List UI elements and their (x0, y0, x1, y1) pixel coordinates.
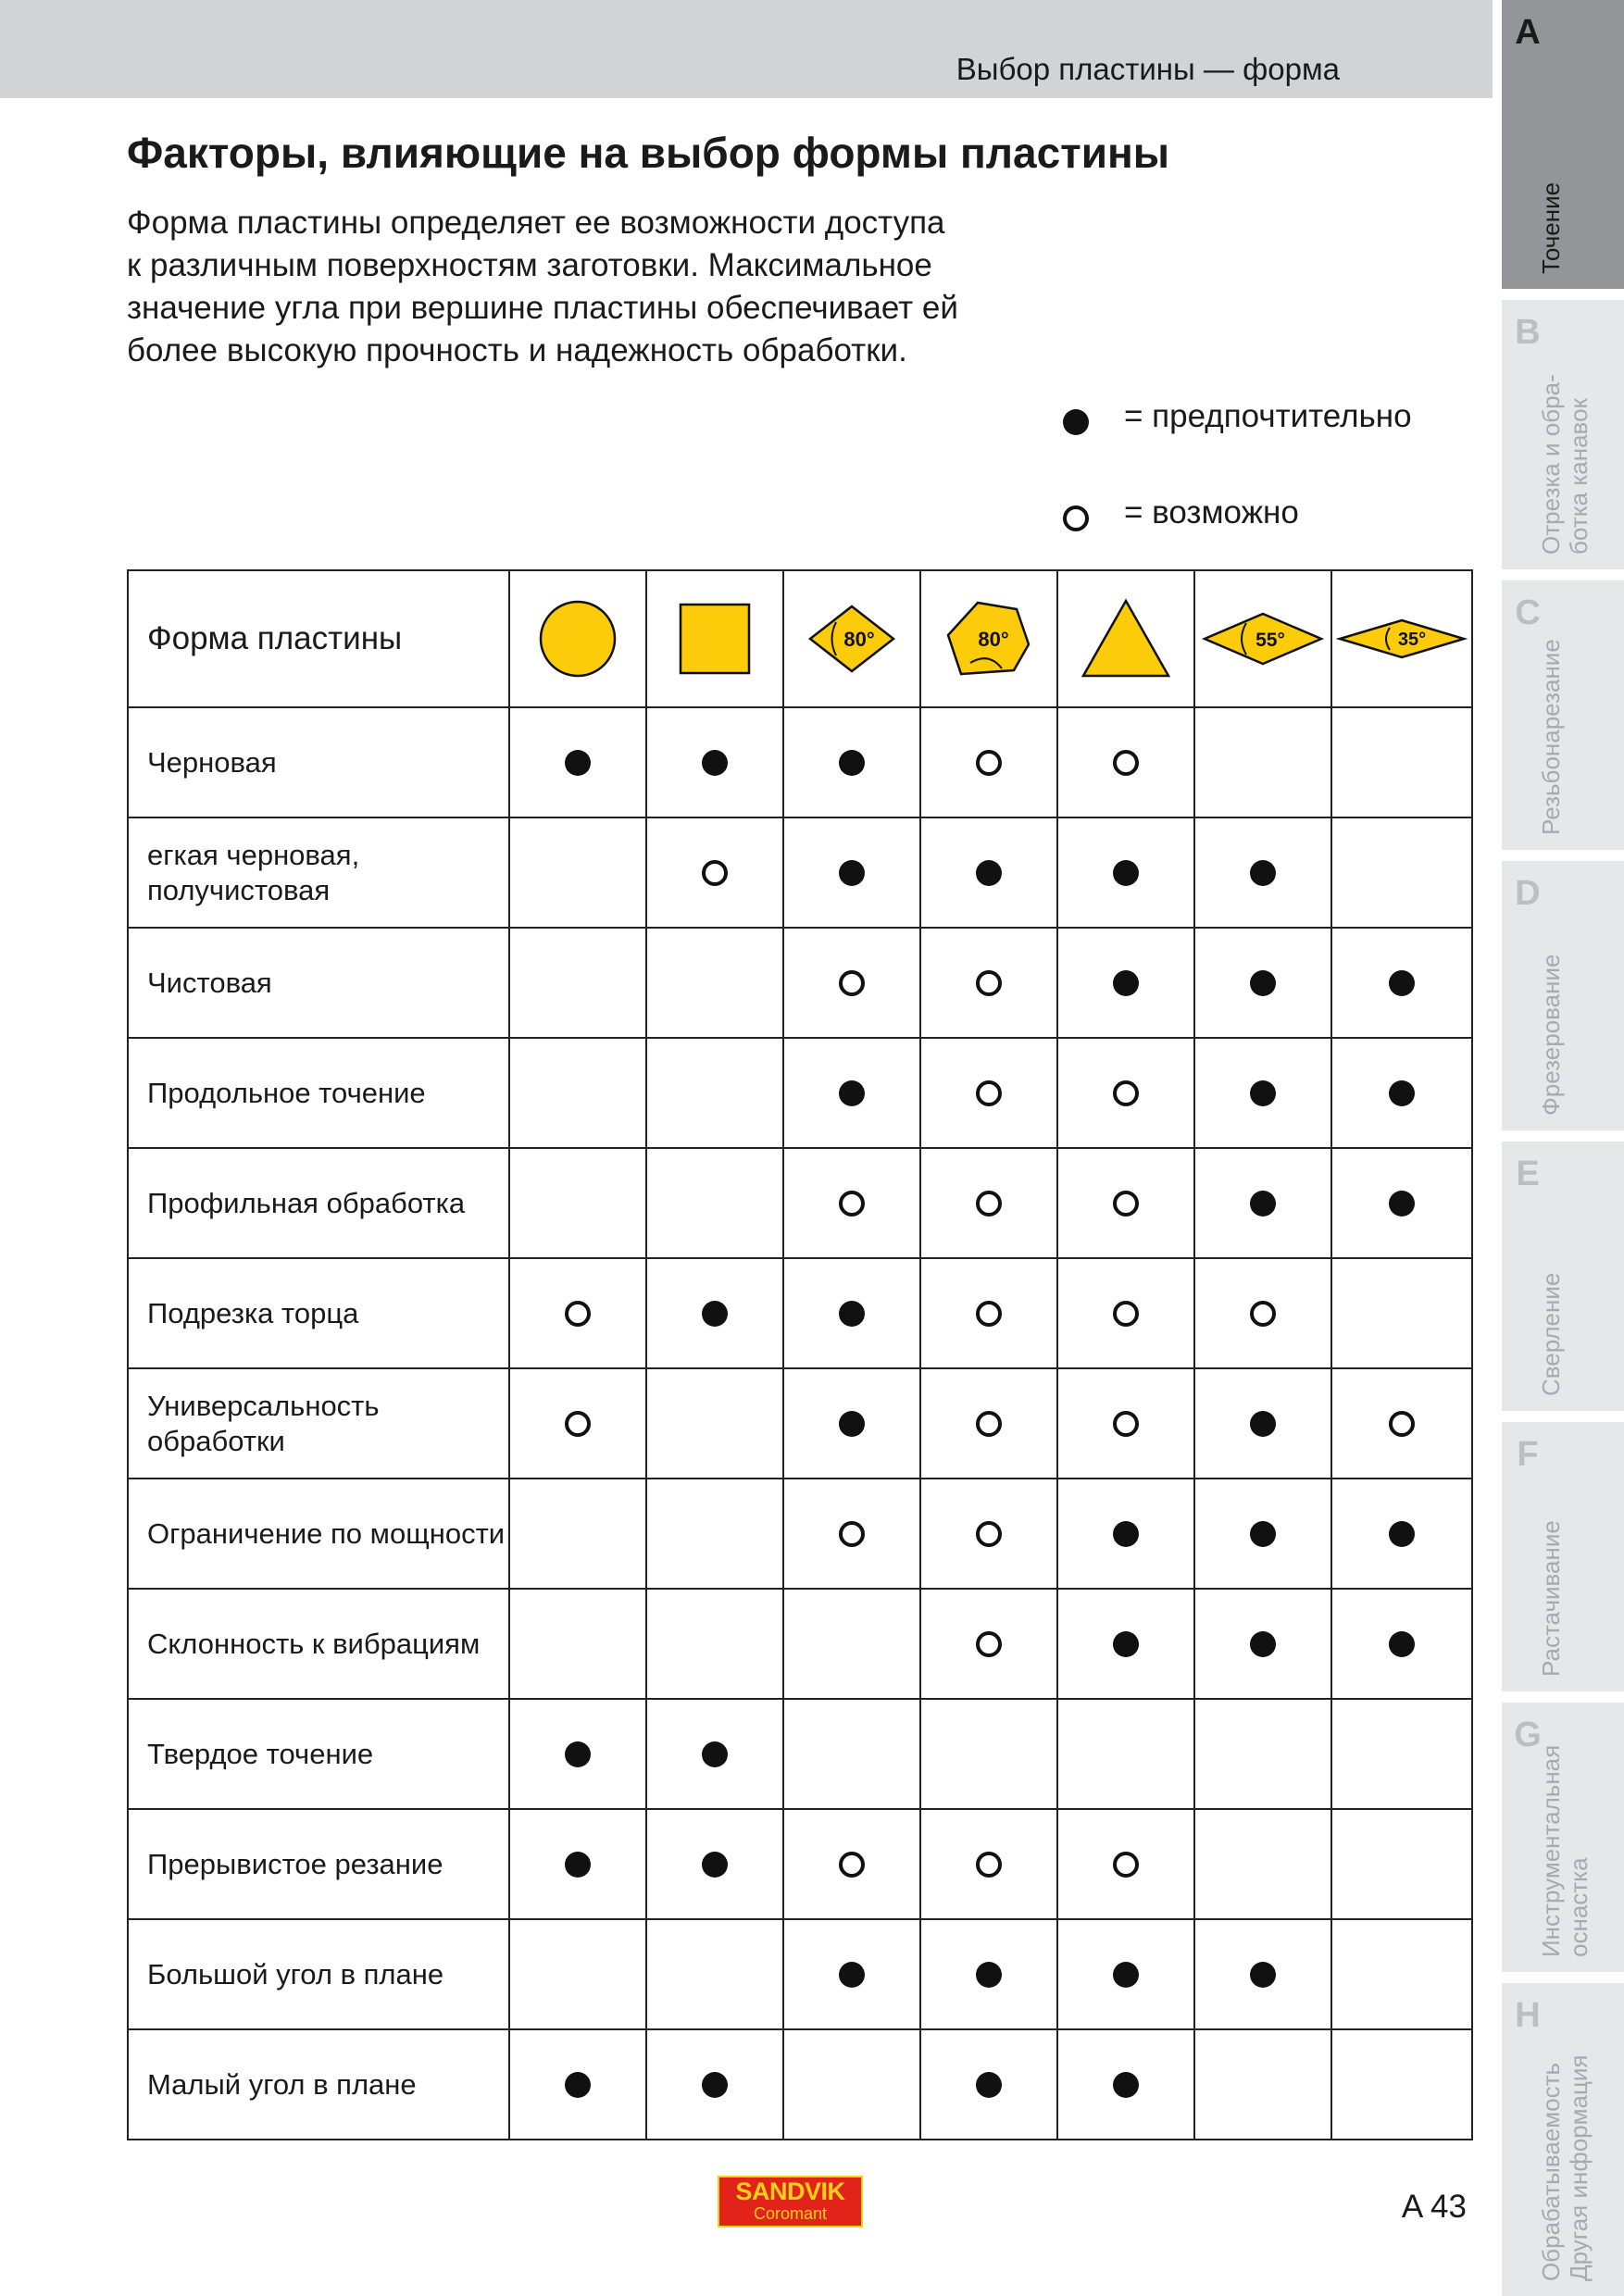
sandvik-coromant-logo (718, 2176, 863, 2227)
preferred-dot-icon (1113, 970, 1139, 996)
possible-dot-icon (976, 1631, 1002, 1657)
rhombic-80-insert-icon (806, 602, 898, 676)
intro-paragraph (127, 202, 1034, 372)
tab-letter: C (1515, 593, 1541, 632)
possible-dot-icon (976, 1411, 1002, 1437)
possible-dot-icon (1113, 1301, 1139, 1327)
table-header-label: Форма пластины (128, 570, 509, 707)
shape-header-triangle (1057, 570, 1194, 707)
table-cell (646, 1919, 783, 2029)
tab-letter: G (1514, 1716, 1542, 1754)
table-cell (1057, 1479, 1194, 1589)
table-cell (920, 1148, 1057, 1258)
table-cell (1194, 707, 1331, 817)
table-cell (1331, 2029, 1472, 2140)
intro-line: к различным поверхностям заготовки. Максимальное (127, 247, 932, 283)
table-cell (646, 1479, 783, 1589)
table-row (128, 707, 1472, 817)
possible-dot-icon (976, 750, 1002, 776)
table-row (128, 1809, 1472, 1919)
table-cell (646, 928, 783, 1038)
table-cell (1057, 1809, 1194, 1919)
table-cell (783, 1038, 920, 1148)
row-label: Профильная обработка (128, 1148, 509, 1258)
table-cell (1331, 1479, 1472, 1589)
table-cell (1194, 817, 1331, 928)
row-label: Склонность к вибрациям (128, 1589, 509, 1699)
possible-dot-icon (839, 970, 865, 996)
preferred-dot-icon (565, 2072, 591, 2098)
triangle-insert-icon (1078, 596, 1174, 681)
table-cell (920, 707, 1057, 817)
table-cell (509, 1919, 646, 2029)
preferred-dot-icon (1113, 860, 1139, 886)
table-cell (1194, 1589, 1331, 1699)
table-cell (646, 1809, 783, 1919)
table-cell (1331, 817, 1472, 928)
preferred-dot-icon (565, 750, 591, 776)
tab-label: Резьбонарезание (1537, 639, 1565, 835)
table-cell (509, 1038, 646, 1148)
preferred-dot-icon (702, 1852, 728, 1878)
preferred-dot-icon (1389, 1080, 1415, 1106)
table-cell (1331, 1809, 1472, 1919)
table-cell (920, 928, 1057, 1038)
table-cell (509, 928, 646, 1038)
table-cell (509, 1589, 646, 1699)
legend-preferred-label: = предпочтительно (1124, 398, 1412, 434)
angle-label: 35° (1397, 630, 1427, 650)
table-cell (1057, 707, 1194, 817)
row-label: Чистовая (128, 928, 509, 1038)
table-cell (783, 1479, 920, 1589)
table-cell (783, 1919, 920, 2029)
table-cell (920, 1809, 1057, 1919)
preferred-dot-icon (702, 1301, 728, 1327)
table-cell (1057, 1699, 1194, 1809)
table-cell (1194, 1809, 1331, 1919)
page-number: A 43 (1401, 2189, 1467, 2225)
table-cell (646, 1368, 783, 1479)
possible-dot-icon (702, 860, 728, 886)
table-cell (1057, 2029, 1194, 2140)
table-cell (1331, 928, 1472, 1038)
table-cell (783, 1258, 920, 1368)
table-cell (1331, 1258, 1472, 1368)
table-cell (1194, 1038, 1331, 1148)
trigon-80-insert-icon (943, 598, 1035, 680)
table-cell (1194, 1699, 1331, 1809)
table-cell (509, 1699, 646, 1809)
intro-line: Форма пластины определяет ее возможности доступа (127, 205, 945, 241)
table-cell (1057, 1258, 1194, 1368)
tab-label: Точение (1537, 181, 1565, 274)
preferred-dot-icon (1250, 1411, 1276, 1437)
tab-letter: D (1515, 874, 1541, 913)
table-cell (783, 817, 920, 928)
preferred-dot-icon (1113, 1962, 1139, 1988)
section-title: Выбор пластины — форма (956, 52, 1340, 86)
angle-label: 80° (843, 628, 875, 651)
rhombic-55-insert-icon (1200, 610, 1326, 668)
table-row (128, 1258, 1472, 1368)
table-cell (1194, 1919, 1331, 2029)
table-cell (920, 1699, 1057, 1809)
table-row (128, 1148, 1472, 1258)
rhombic-35-insert-icon (1336, 617, 1468, 661)
table-cell (783, 1589, 920, 1699)
preferred-dot-icon (1389, 1521, 1415, 1547)
preferred-dot-icon (976, 2072, 1002, 2098)
preferred-dot-icon (839, 750, 865, 776)
table-cell (1331, 1148, 1472, 1258)
table-cell (1057, 1368, 1194, 1479)
preferred-dot-icon (839, 1301, 865, 1327)
table-cell (646, 817, 783, 928)
preferred-dot-icon (1389, 1191, 1415, 1217)
row-label: Большой угол в плане (128, 1919, 509, 2029)
tab-f[interactable] (1502, 1422, 1624, 1691)
row-label: Черновая (128, 707, 509, 817)
table-cell (646, 1258, 783, 1368)
tab-letter: H (1515, 1996, 1541, 2035)
possible-dot-icon (1113, 1411, 1139, 1437)
tab-letter: A (1515, 13, 1541, 52)
possible-dot-icon (976, 1852, 1002, 1878)
table-cell (920, 2029, 1057, 2140)
shape-header-rhombic-80 (783, 570, 920, 707)
tab-label: Инструментальная оснастка (1537, 1744, 1593, 1957)
tab-b[interactable] (1502, 300, 1624, 569)
row-label: Ограничение по мощности (128, 1479, 509, 1589)
possible-dot-icon (976, 970, 1002, 996)
open-dot-icon (1063, 505, 1089, 531)
preferred-dot-icon (565, 1741, 591, 1767)
round-insert-icon (536, 597, 619, 680)
table-cell (1331, 1919, 1472, 2029)
possible-dot-icon (839, 1521, 865, 1547)
section-tabs (1502, 0, 1624, 2296)
table-row (128, 928, 1472, 1038)
preferred-dot-icon (565, 1852, 591, 1878)
table-row (128, 1368, 1472, 1479)
table-cell (646, 707, 783, 817)
intro-line: значение угла при вершине пластины обеспечивает ей (127, 290, 958, 326)
possible-dot-icon (976, 1521, 1002, 1547)
tab-letter: E (1516, 1154, 1540, 1193)
table-cell (1194, 1479, 1331, 1589)
table-cell (920, 1479, 1057, 1589)
table-cell (1331, 1038, 1472, 1148)
table-cell (1057, 1038, 1194, 1148)
table-cell (509, 1809, 646, 1919)
table-row (128, 1038, 1472, 1148)
row-label: егкая черновая, получистовая (128, 817, 509, 928)
preferred-dot-icon (1250, 970, 1276, 996)
row-label: Малый угол в плане (128, 2029, 509, 2140)
row-label: Подрезка торца (128, 1258, 509, 1368)
table-cell (509, 2029, 646, 2140)
table-cell (783, 1809, 920, 1919)
table-row (128, 1589, 1472, 1699)
preferred-dot-icon (1113, 1521, 1139, 1547)
preferred-dot-icon (702, 1741, 728, 1767)
table-cell (509, 1258, 646, 1368)
tab-label: Растачивание (1537, 1520, 1565, 1677)
shape-header-rhombic-35 (1331, 570, 1472, 707)
possible-dot-icon (1250, 1301, 1276, 1327)
row-label: Твердое точение (128, 1699, 509, 1809)
table-cell (646, 2029, 783, 2140)
table-cell (1194, 1258, 1331, 1368)
possible-dot-icon (1113, 1191, 1139, 1217)
logo-brand: SANDVIK (735, 2177, 845, 2205)
preferred-dot-icon (702, 750, 728, 776)
tab-letter: B (1515, 313, 1541, 352)
table-cell (1057, 928, 1194, 1038)
possible-dot-icon (976, 1080, 1002, 1106)
table-cell (1331, 707, 1472, 817)
insert-shape-table (127, 569, 1473, 2140)
table-cell (646, 1589, 783, 1699)
possible-dot-icon (976, 1191, 1002, 1217)
possible-dot-icon (1389, 1411, 1415, 1437)
row-label: Универсальность обработки (128, 1368, 509, 1479)
page-title: Факторы, влияющие на выбор формы пластины (127, 129, 1170, 177)
shape-header-rhombic-55 (1194, 570, 1331, 707)
preferred-dot-icon (839, 1962, 865, 1988)
preferred-dot-icon (1250, 1631, 1276, 1657)
preferred-dot-icon (1250, 1080, 1276, 1106)
table-row (128, 1919, 1472, 2029)
table-header-row (128, 570, 1472, 707)
table-cell (509, 1479, 646, 1589)
preferred-dot-icon (702, 2072, 728, 2098)
tab-h[interactable] (1502, 1983, 1624, 2296)
tab-label: Сверление (1537, 1272, 1565, 1396)
tab-g[interactable] (1502, 1703, 1624, 1972)
preferred-dot-icon (1113, 2072, 1139, 2098)
table-cell (509, 1148, 646, 1258)
tab-c[interactable] (1502, 580, 1624, 850)
table-cell (920, 1258, 1057, 1368)
legend-possible-label: = возможно (1124, 494, 1299, 530)
header-bar (0, 0, 1493, 98)
preferred-dot-icon (1250, 1521, 1276, 1547)
possible-dot-icon (1113, 750, 1139, 776)
table-cell (920, 1589, 1057, 1699)
preferred-dot-icon (839, 1080, 865, 1106)
preferred-dot-icon (1250, 860, 1276, 886)
possible-dot-icon (839, 1852, 865, 1878)
table-cell (1057, 1148, 1194, 1258)
preferred-dot-icon (839, 860, 865, 886)
table-cell (1057, 1589, 1194, 1699)
table-cell (1194, 1368, 1331, 1479)
preferred-dot-icon (1389, 970, 1415, 996)
table-row (128, 1699, 1472, 1809)
possible-dot-icon (839, 1191, 865, 1217)
possible-dot-icon (1113, 1080, 1139, 1106)
table-row (128, 2029, 1472, 2140)
table-cell (1331, 1699, 1472, 1809)
table-cell (1331, 1368, 1472, 1479)
logo-sub: Coromant (753, 2204, 828, 2223)
table-cell (509, 817, 646, 928)
filled-dot-icon (1063, 409, 1089, 435)
table-cell (783, 928, 920, 1038)
tab-label: Обрабатываемость Другая информация (1537, 2054, 1593, 2281)
preferred-dot-icon (1113, 1631, 1139, 1657)
square-insert-icon (676, 600, 754, 678)
table-cell (646, 1038, 783, 1148)
table-cell (1057, 817, 1194, 928)
preferred-dot-icon (1389, 1631, 1415, 1657)
row-label: Продольное точение (128, 1038, 509, 1148)
preferred-dot-icon (976, 860, 1002, 886)
table-row (128, 817, 1472, 928)
possible-dot-icon (565, 1411, 591, 1437)
tab-label: Фрезерование (1537, 954, 1565, 1116)
table-cell (1331, 1589, 1472, 1699)
table-cell (1057, 1919, 1194, 2029)
angle-label: 80° (978, 628, 1009, 651)
preferred-dot-icon (976, 1962, 1002, 1988)
tab-d[interactable] (1502, 861, 1624, 1130)
table-cell (646, 1148, 783, 1258)
table-cell (920, 817, 1057, 928)
table-cell (783, 1699, 920, 1809)
tab-letter: F (1517, 1435, 1539, 1474)
table-cell (509, 1368, 646, 1479)
tab-e[interactable] (1502, 1142, 1624, 1411)
table-cell (509, 707, 646, 817)
row-label: Прерывистое резание (128, 1809, 509, 1919)
possible-dot-icon (565, 1301, 591, 1327)
table-row (128, 1479, 1472, 1589)
possible-dot-icon (1113, 1852, 1139, 1878)
table-cell (1194, 928, 1331, 1038)
shape-header-round (509, 570, 646, 707)
shape-header-trigon-80 (920, 570, 1057, 707)
intro-line: более высокую прочность и надежность обработки. (127, 332, 907, 368)
tab-label: Отрезка и обра- ботка канавок (1537, 374, 1593, 555)
tab-a[interactable] (1502, 0, 1624, 289)
table-cell (920, 1919, 1057, 2029)
table-cell (646, 1699, 783, 1809)
table-cell (783, 707, 920, 817)
preferred-dot-icon (839, 1411, 865, 1437)
table-cell (1194, 1148, 1331, 1258)
table-cell (783, 1148, 920, 1258)
table-cell (920, 1038, 1057, 1148)
preferred-dot-icon (1250, 1962, 1276, 1988)
preferred-dot-icon (1250, 1191, 1276, 1217)
possible-dot-icon (976, 1301, 1002, 1327)
table-cell (1194, 2029, 1331, 2140)
angle-label: 55° (1255, 630, 1285, 651)
table-cell (783, 1368, 920, 1479)
table-cell (920, 1368, 1057, 1479)
shape-header-square (646, 570, 783, 707)
table-cell (783, 2029, 920, 2140)
